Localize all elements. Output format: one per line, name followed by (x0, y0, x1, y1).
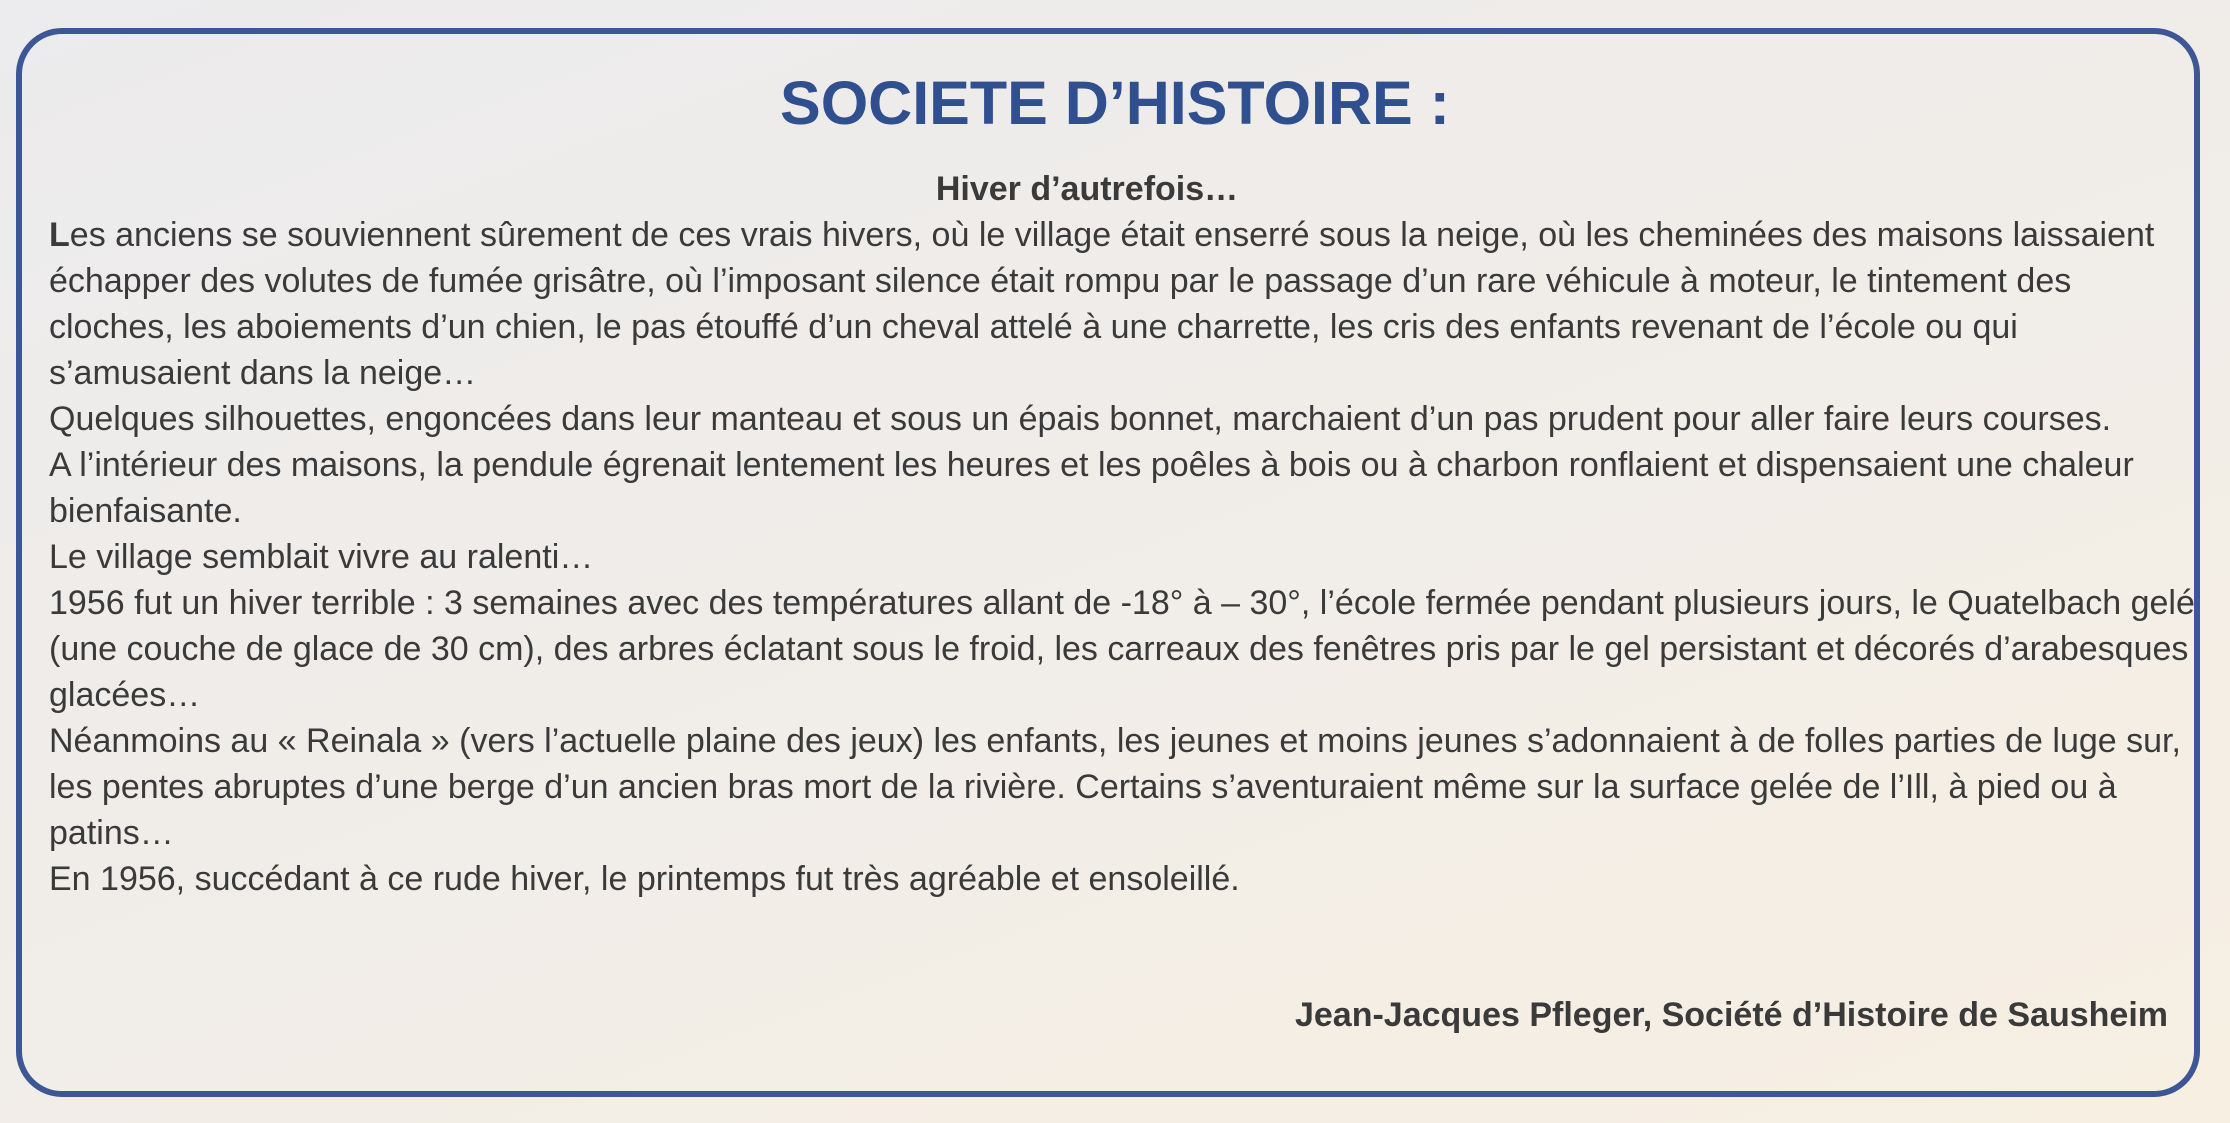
paragraph-2: Quelques silhouettes, engoncées dans leur manteau et sous un épais bonnet, marchaient d’un pas prudent pour aller faire leurs courses. (49, 400, 2112, 438)
article-body (49, 212, 2199, 902)
paragraph-1 (49, 212, 2199, 396)
paragraph-1-initial: L (49, 216, 70, 254)
paragraph-4: Le village semblait vivre au ralenti… (49, 538, 594, 576)
paragraph-6: Néanmoins au « Reinala » (vers l’actuelle plaine des jeux) les enfants, les jeunes et moins jeunes s’adonnaient à de folles parties de luge sur, les pentes abruptes d’une berge d’un ancien bras mort de la rivière. Certains s’aventuraient même sur la surface gelée de l’Ill, à pied ou à patins… (49, 722, 2181, 852)
paragraph-3: A l’intérieur des maisons, la pendule égrenait lentement les heures et les poêles à bois ou à charbon ronflaient et dispensaient une chaleur bienfaisante. (49, 446, 2134, 530)
page-title: SOCIETE D’HISTOIRE : (780, 69, 1450, 137)
article-subtitle: Hiver d’autrefois… (935, 170, 1239, 208)
author-signature: Jean-Jacques Pfleger, Société d’Histoire de Sausheim (1294, 996, 2168, 1034)
paragraph-7: En 1956, succédant à ce rude hiver, le printemps fut très agréable et ensoleillé. (49, 860, 1240, 898)
paragraph-5: 1956 fut un hiver terrible : 3 semaines avec des températures allant de -18° à – 30°, l’école fermée pendant plusieurs jours, le Quatelbach gelé (une couche de glace de 30 cm), des arbres éclatant sous le froid, les carreaux des fenêtres pris par le gel persistant et décorés d’arabesques glacées… (49, 584, 2195, 714)
paragraph-1-text: es anciens se souviennent sûrement de ces vrais hivers, où le village était enserré sous la neige, où les cheminées des maisons laissaient échapper des volutes de fumée grisâtre, où l’imposant silence était rompu par le passage d’un rare véhicule à moteur, le tintement des cloches, les aboiements d’un chien, le pas étouffé d’un cheval attelé à une charrette, les cris des enfants revenant de l’école ou qui s’amusaient dans la neige… (49, 216, 2155, 392)
